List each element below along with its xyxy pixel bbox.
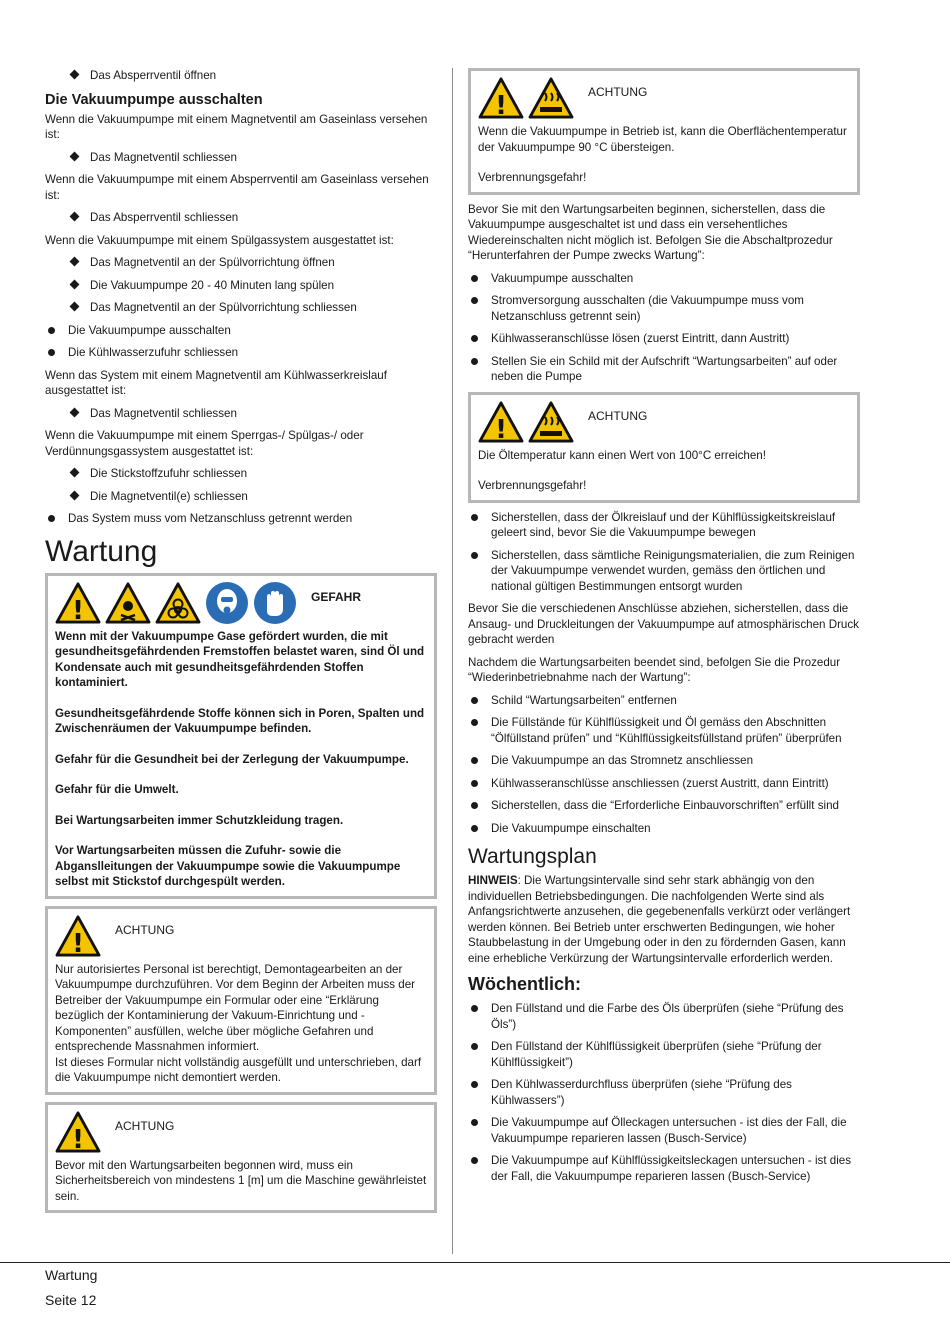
paragraph: Bevor Sie mit den Wartungsarbeiten beginnen, sicherstellen, dass die Vakuumpumpe ausgeschaltet ist und dass ein versehentliches Wiedereinschalten nicht möglich ist. Befolgen Sie die Abschaltprozedur “Herunterfahren der Pumpe zwecks Wartung”: bbox=[468, 202, 833, 262]
caution-text: Ist dieses Formular nicht vollständig ausgefüllt und unterschrieben, darf die Vakuumpumpe nicht demontiert werden. bbox=[55, 1055, 422, 1084]
danger-label: GEFAHR bbox=[311, 589, 362, 604]
note-label: HINWEIS bbox=[468, 874, 518, 887]
warning-triangle-icon bbox=[478, 401, 524, 443]
burn-warning: Verbrennungsgefahr! bbox=[478, 171, 587, 184]
hot-surface-icon bbox=[528, 77, 574, 119]
list-item: Das Absperrventil öffnen bbox=[45, 68, 437, 84]
warning-triangle-icon bbox=[55, 582, 101, 624]
caution-box-header bbox=[55, 914, 427, 958]
paragraph: Wenn das System mit einem Magnetventil am Kühlwasserkreislauf ausgestattet ist: bbox=[45, 368, 387, 397]
caution-box-header bbox=[478, 400, 850, 444]
list-item: Den Kühlwasserdurchfluss überprüfen (siehe “Prüfung des Kühlwassers”) bbox=[468, 1077, 860, 1108]
list-item: Stromversorgung ausschalten (die Vakuumpumpe muss vom Netzanschluss getrennt sein) bbox=[468, 293, 860, 324]
list-item: Die Füllstände für Kühlflüssigkeit und Öl gemäss den Abschnitten “Ölfüllstand prüfen” und “Kühlflüssigkeitsfüllstand prüfen” überprüfen bbox=[468, 715, 860, 746]
danger-text: Gefahr für die Umwelt. bbox=[55, 783, 179, 796]
burn-warning: Verbrennungsgefahr! bbox=[478, 479, 587, 492]
svg-text:!: ! bbox=[72, 1124, 84, 1153]
list-item: Den Füllstand und die Farbe des Öls überprüfen (siehe “Prüfung des Öls”) bbox=[468, 1001, 860, 1032]
footer-rule bbox=[0, 1262, 950, 1263]
gas-mask-icon bbox=[205, 581, 249, 625]
list-item: Kühlwasseranschlüsse anschliessen (zuerst Austritt, dann Eintritt) bbox=[468, 776, 860, 792]
svg-text:!: ! bbox=[72, 928, 84, 957]
toxic-icon bbox=[105, 582, 151, 624]
list-item: Das Magnetventil an der Spülvorrichtung öffnen bbox=[45, 255, 437, 271]
list-item: Die Vakuumpumpe auf Ölleckagen untersuchen - ist dies der Fall, die Vakuumpumpe reparieren lassen (Busch-Service) bbox=[468, 1115, 860, 1146]
caution-box bbox=[45, 906, 437, 1095]
svg-text:!: ! bbox=[495, 91, 507, 119]
list-item: Das Magnetventil an der Spülvorrichtung schliessen bbox=[45, 300, 437, 316]
list-item: Die Vakuumpumpe auf Kühlflüssigkeitsleckagen untersuchen - ist dies der Fall, die Vakuumpumpe reparieren lassen (Busch-Service) bbox=[468, 1153, 860, 1184]
list-item: Das Magnetventil schliessen bbox=[45, 406, 437, 422]
caution-label: ACHTUNG bbox=[588, 408, 648, 423]
list-item: Die Kühlwasserzufuhr schliessen bbox=[45, 345, 437, 361]
warning-triangle-icon bbox=[55, 915, 101, 957]
caution-label: ACHTUNG bbox=[588, 85, 648, 100]
paragraph: Nachdem die Wartungsarbeiten beendet sind, befolgen Sie die Prozedur “Wiederinbetriebnahme nach der Wartung”: bbox=[468, 655, 841, 684]
right-column bbox=[468, 68, 860, 1191]
danger-text: Bei Wartungsarbeiten immer Schutzkleidung tragen. bbox=[55, 813, 344, 827]
paragraph: Wenn die Vakuumpumpe mit einem Sperrgas-/ Spülgas-/ oder Verdünnungsgassystem ausgestattet ist: bbox=[45, 429, 364, 458]
subheading-shutdown: Die Vakuumpumpe ausschalten bbox=[45, 91, 263, 108]
danger-text: Gesundheitsgefährdende Stoffe können sich in Poren, Spalten und Zwischenräumen der Vakuumpumpe befinden. bbox=[55, 706, 425, 735]
note-text: : Die Wartungsintervalle sind sehr stark abhängig von den individuellen Betriebsbedingungen. Die nachfolgenden Werte sind als Anfangsrichtwerte anzusehen, die gegebenenfalls verkürzt oder verlängert werden können. Bei Betrieb unter erschwerten Bedingungen, wie hoher Staubbelastung in der Umgebung oder in den zu fördernden Gasen, kann eine erhebliche Verkürzung der Wartungsintervalle erforderlich werden. bbox=[468, 874, 851, 965]
caution-text: Wenn die Vakuumpumpe in Betrieb ist, kann die Oberflächentemperatur der Vakuumpumpe 90 °C übersteigen. bbox=[478, 125, 847, 154]
subheading-weekly: Wöchentlich: bbox=[468, 974, 581, 994]
footer-section: Wartung bbox=[45, 1267, 98, 1283]
list-item: Die Magnetventil(e) schliessen bbox=[45, 489, 437, 505]
list-item: Vakuumpumpe ausschalten bbox=[468, 271, 860, 287]
list-item: Schild “Wartungsarbeiten” entfernen bbox=[468, 693, 860, 709]
left-column bbox=[45, 68, 437, 1220]
caution-label: ACHTUNG bbox=[115, 922, 175, 937]
caution-box bbox=[45, 1102, 437, 1214]
warning-triangle-icon bbox=[55, 1111, 101, 1153]
list-item: Sicherstellen, dass der Ölkreislauf und der Kühlflüssigkeitskreislauf geleert sind, bevor Sie die Vakuumpumpe bewegen bbox=[468, 510, 860, 541]
paragraph: Wenn die Vakuumpumpe mit einem Absperrventil am Gaseinlass versehen ist: bbox=[45, 173, 429, 202]
list-item: Das Magnetventil schliessen bbox=[45, 150, 437, 166]
caution-text: Die Öltemperatur kann einen Wert von 100°C erreichen! bbox=[478, 448, 766, 462]
caution-label: ACHTUNG bbox=[115, 1118, 175, 1133]
danger-text: Vor Wartungsarbeiten müssen die Zufuhr- sowie die Abganslleitungen der Vakuumpumpe sowie die Vakuumpumpe selbst mit Stickstof durchgespült werden. bbox=[55, 844, 401, 888]
page-number: Seite 12 bbox=[45, 1292, 97, 1308]
list-item: Die Vakuumpumpe ausschalten bbox=[45, 323, 437, 339]
biohazard-icon bbox=[155, 582, 201, 624]
list-item: Das Absperrventil schliessen bbox=[45, 210, 437, 226]
list-item: Sicherstellen, dass die “Erforderliche Einbauvorschriften” erfüllt sind bbox=[468, 798, 860, 814]
list-item: Die Vakuumpumpe 20 - 40 Minuten lang spülen bbox=[45, 278, 437, 294]
caution-box bbox=[468, 392, 860, 503]
list-item: Den Füllstand der Kühlflüssigkeit überprüfen (siehe “Prüfung der Kühlflüssigkeit”) bbox=[468, 1039, 860, 1070]
danger-text: Wenn mit der Vakuumpumpe Gase gefördert wurden, die mit gesundheitsgefährdenden Fremstoffen belastet waren, sind Öl und Kondensate auch mit gesundheitsgefährdenden Stoffen kontaminiert. bbox=[55, 629, 425, 689]
danger-text: Gefahr für die Gesundheit bei der Zerlegung der Vakuumpumpe. bbox=[55, 752, 409, 766]
danger-box-header bbox=[55, 581, 427, 625]
list-item: Sicherstellen, dass sämtliche Reinigungsmaterialien, die zum Reinigen der Vakuumpumpe verwendet wurden, gemäss den örtlichen und national gültigen Bestimmungen entsorgt wurden bbox=[468, 548, 860, 595]
gloves-icon bbox=[253, 581, 297, 625]
svg-text:!: ! bbox=[72, 595, 84, 624]
paragraph: Wenn die Vakuumpumpe mit einem Spülgassystem ausgestattet ist: bbox=[45, 233, 394, 247]
list-item: Die Stickstoffzufuhr schliessen bbox=[45, 466, 437, 482]
list-item: Das System muss vom Netzanschluss getrennt werden bbox=[45, 511, 437, 527]
hot-surface-icon bbox=[528, 401, 574, 443]
caution-text: Nur autorisiertes Personal ist berechtigt, Demontagearbeiten an der Vakuumpumpe durchzuführen. Vor dem Beginn der Arbeiten muss der Betreiber der Vakuumpumpe ein Formular oder eine “Erklärung bezüglich der Kontaminierung der Vakuum-Einrichtung und -Komponenten” ausfüllen, welche über mögliche Gefahren und entsprechende Massnahmen informiert. bbox=[55, 962, 416, 1053]
section-title: Wartung bbox=[45, 534, 158, 568]
paragraph: Wenn die Vakuumpumpe mit einem Magnetventil am Gaseinlass versehen ist: bbox=[45, 112, 428, 141]
caution-text: Bevor mit den Wartungsarbeiten begonnen wird, muss ein Sicherheitsbereich von mindestens 1 [m] um die Maschine gewährleistet sein. bbox=[55, 1158, 427, 1203]
list-item: Kühlwasseranschlüsse lösen (zuerst Eintritt, dann Austritt) bbox=[468, 331, 860, 347]
danger-box bbox=[45, 573, 437, 899]
list-item: Die Vakuumpumpe einschalten bbox=[468, 821, 860, 837]
caution-box-header bbox=[478, 76, 850, 120]
caution-box-header bbox=[55, 1110, 427, 1154]
list-item: Die Vakuumpumpe an das Stromnetz anschliessen bbox=[468, 753, 860, 769]
caution-box bbox=[468, 68, 860, 195]
warning-triangle-icon bbox=[478, 77, 524, 119]
note-paragraph bbox=[468, 873, 860, 966]
list-item: Stellen Sie ein Schild mit der Aufschrift “Wartungsarbeiten” auf oder neben die Pumpe bbox=[468, 354, 860, 385]
section-title-plan: Wartungsplan bbox=[468, 845, 597, 868]
paragraph: Bevor Sie die verschiedenen Anschlüsse abziehen, sicherstellen, dass die Ansaug- und Druckleitungen der Vakuumpumpe auf atmosphärischen Druck gebracht werden bbox=[468, 602, 859, 646]
svg-text:!: ! bbox=[495, 414, 507, 443]
column-divider bbox=[452, 68, 453, 1254]
